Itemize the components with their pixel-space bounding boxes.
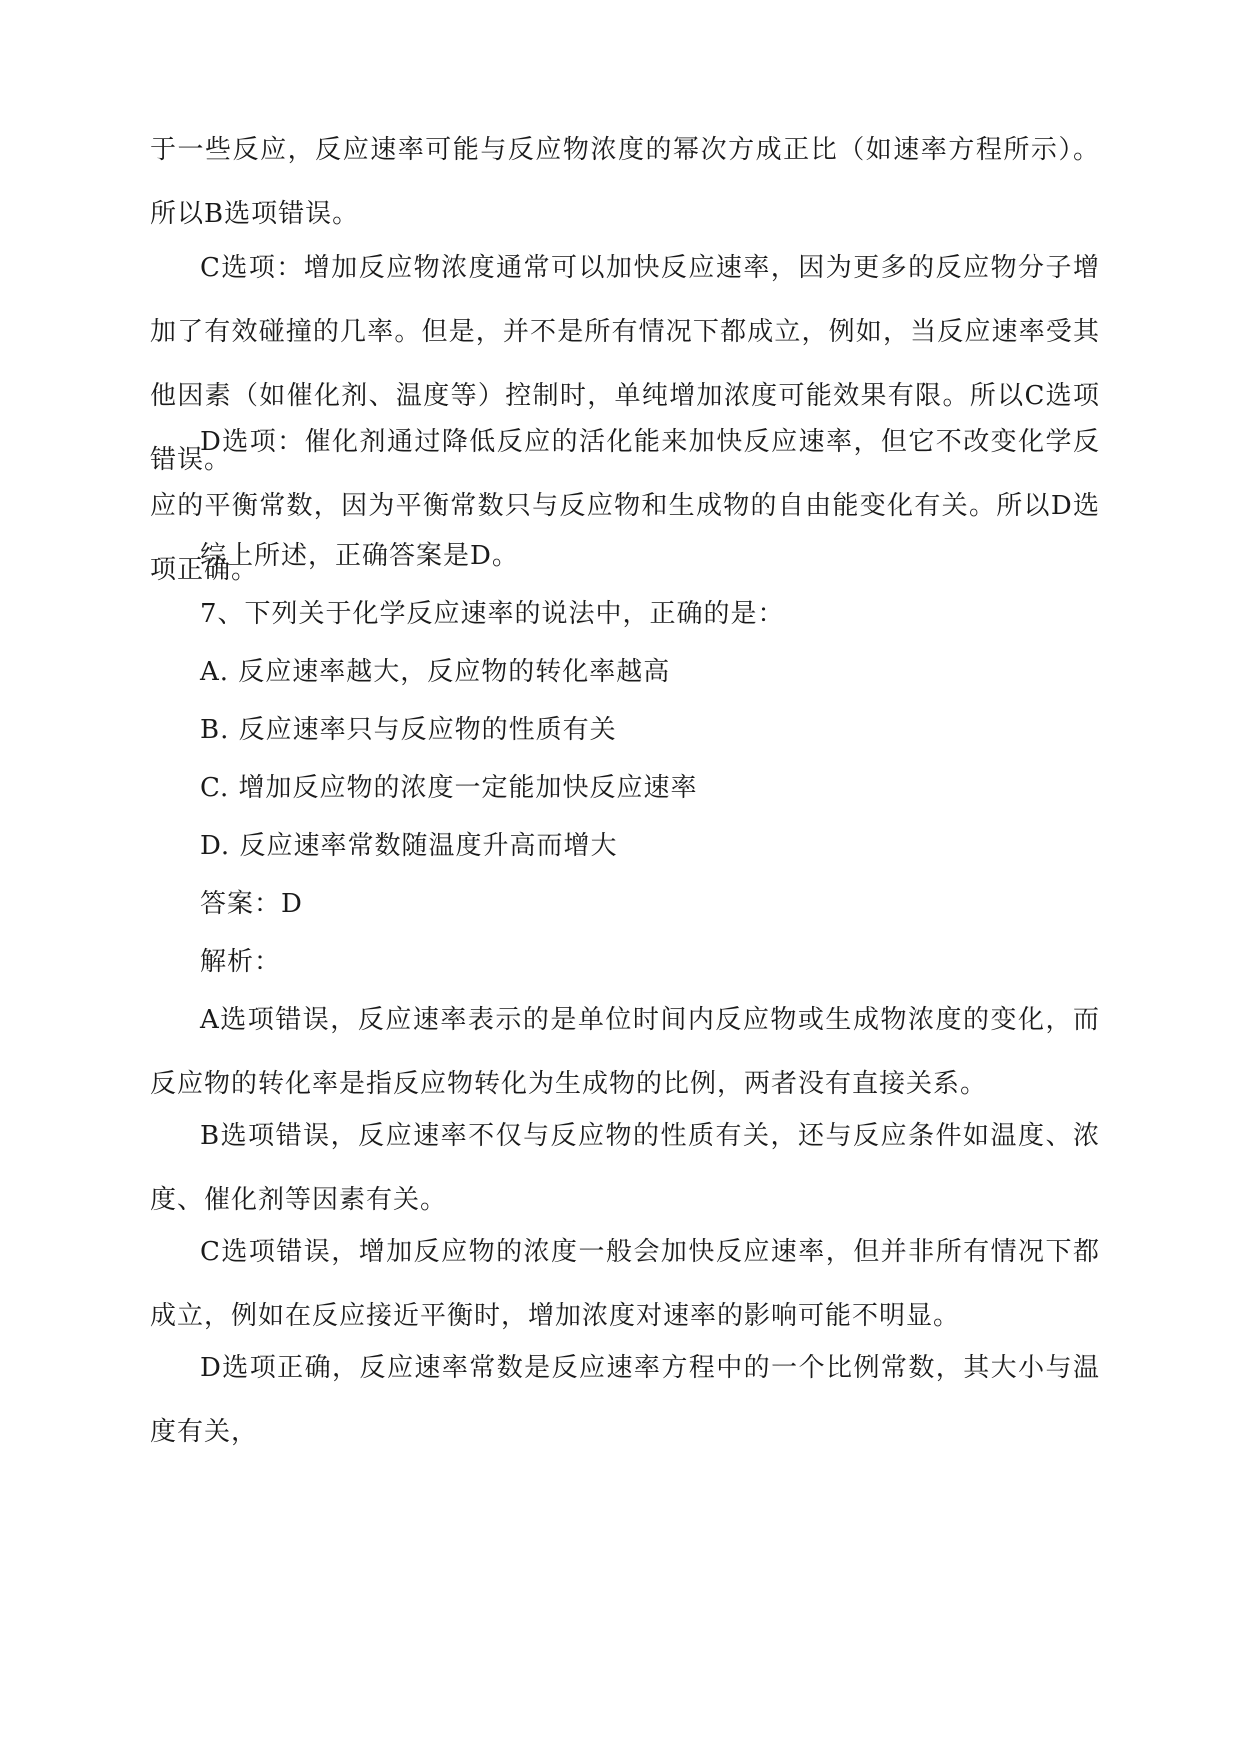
- question-7-option-c: C. 增加反应物的浓度一定能加快反应速率: [200, 773, 698, 803]
- analysis-option-c: C选项错误，增加反应物的浓度一般会加快反应速率，但并非所有情况下都成立，例如在反应接近平衡时，增加浓度对速率的影响可能不明显。: [150, 1237, 1100, 1331]
- paragraph-d-option-analysis: D选项：催化剂通过降低反应的活化能来加快反应速率，但它不改变化学反应的平衡常数，因为平衡常数只与反应物和生成物的自由能变化有关。所以D选项正确。: [150, 427, 1100, 585]
- paragraph-b-option-continued: 于一些反应，反应速率可能与反应物浓度的幂次方成正比（如速率方程所示）。所以B选项错误。: [150, 135, 1100, 229]
- question-7-analysis-heading: 解析：: [200, 947, 282, 977]
- paragraph-c-option-analysis: C选项：增加反应物浓度通常可以加快反应速率，因为更多的反应物分子增加了有效碰撞的几率。但是，并不是所有情况下都成立，例如，当反应速率受其他因素（如催化剂、温度等）控制时，单纯增加浓度可能效果有限。所以C选项错误。: [150, 253, 1100, 475]
- paragraph-summary: 综上所述，正确答案是D。: [200, 541, 519, 571]
- analysis-option-b: B选项错误，反应速率不仅与反应物的性质有关，还与反应条件如温度、浓度、催化剂等因素有关。: [150, 1121, 1100, 1215]
- question-7-answer: 答案：D: [200, 889, 303, 919]
- question-7-option-b: B. 反应速率只与反应物的性质有关: [200, 715, 617, 745]
- analysis-option-d: D选项正确，反应速率常数是反应速率方程中的一个比例常数，其大小与温度有关，: [150, 1353, 1100, 1447]
- question-7-option-a: A. 反应速率越大，反应物的转化率越高: [200, 657, 671, 687]
- analysis-option-a: A选项错误，反应速率表示的是单位时间内反应物或生成物浓度的变化，而反应物的转化率是指反应物转化为生成物的比例，两者没有直接关系。: [150, 1005, 1100, 1099]
- question-7-stem: 7、下列关于化学反应速率的说法中，正确的是：: [200, 599, 785, 629]
- question-7-option-d: D. 反应速率常数随温度升高而增大: [200, 831, 618, 861]
